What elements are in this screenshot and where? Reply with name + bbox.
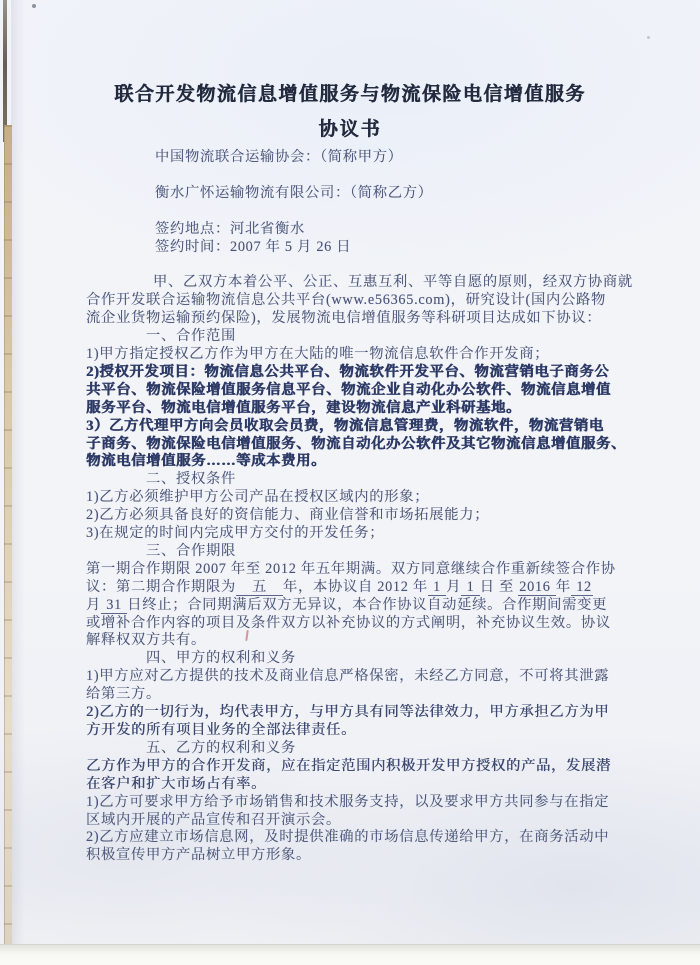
body-line: 月 31 日终止；合同期满后双方无异议，本合作协议自动延续。合作期间需变更 <box>86 596 608 613</box>
blank-line <box>86 256 652 274</box>
body-line: 2)乙方的一切行为，均代表甲方，与甲方具有同等法律效力，甲方承担乙方为甲 <box>86 704 610 721</box>
section-heading: 一、合作范围 <box>146 328 236 345</box>
body-line: 方开发的所有项目业务的全部法律责任。 <box>86 722 356 738</box>
body-line: 物流电信增值服务……等成本费用。 <box>86 453 326 470</box>
scan-speck <box>647 36 650 39</box>
body-line: 乙方作为甲方的合作开发商，应在指定范围内积极开发甲方授权的产品，发展潜 <box>86 757 611 774</box>
intro-line: 流企业货物运输预约保险)，发展物流电信增值服务等科研项目达成如下协议： <box>86 310 602 327</box>
body-line: 议：第二期合作期限为 五 年，本协议自 2012 年 1 月 1 日 至 2016 年 12 <box>86 578 592 595</box>
body-line: 或增补合作内容的项目及条件双方以补充协议的方式阐明，补充协议生效。协议 <box>86 614 611 631</box>
sign-place-line: 签约地点：河北省衡水 <box>155 220 305 237</box>
filled-in-value: 31 <box>102 596 127 613</box>
party-b-line: 衡水广怀运输物流有限公司：（简称乙方） <box>155 184 433 201</box>
filled-in-value: 1 <box>462 578 479 595</box>
body-line: 服务平台、物流电信增值服务平台，建设物流信息产业科研基地。 <box>86 399 521 416</box>
intro-line: 合作开发联合运输物流信息公共平台(www.e56365.com)，研究设计(国内公路物 <box>86 292 606 309</box>
document-subtitle: 协议书 <box>318 119 382 140</box>
body-line: 1)乙方可要求甲方给予市场销售和技术服务支持，以及要求甲方共同参与在指定 <box>86 793 610 810</box>
body-line: 给第三方。 <box>86 686 161 703</box>
body-line: 区域内开展的产品宣传和召开演示会。 <box>86 811 341 828</box>
body-line: 3)在规定的时间内完成甲方交付的开发任务； <box>86 525 385 542</box>
blank-line <box>86 203 652 221</box>
scan-speck <box>32 4 36 8</box>
body-line: 共平台、物流保险增值服务信息平台、物流企业自动化办公软件、物流信息增值 <box>86 381 611 398</box>
section-heading: 五、乙方的权利和义务 <box>146 739 296 756</box>
body-line: 1)甲方应对乙方提供的技术及商业信息严格保密，未经乙方同意，不可将其泄露 <box>86 668 610 685</box>
section-heading: 四、甲方的权利和义务 <box>146 650 296 667</box>
body-line: 2)授权开发项目：物流信息公共平台、物流软件开发平台、物流营销电子商务公 <box>86 363 610 380</box>
body-line: 第一期合作期限 2007 年至 2012 年五年期满。双方同意继续合作重新续签合作协 <box>86 560 616 577</box>
document-title: 联合开发物流信息增值服务与物流保险电信增值服务 <box>114 84 586 105</box>
body-line: 1)甲方指定授权乙方作为甲方在大陆的唯一物流信息软件合作开发商； <box>86 345 550 362</box>
blank-line <box>86 167 652 185</box>
section-heading: 二、授权条件 <box>146 471 236 488</box>
body-line: 解释权双方共有。 <box>86 632 206 649</box>
body-line: 在客户和扩大市场占有率。 <box>86 775 266 792</box>
scanner-bed-strip <box>0 944 700 965</box>
section-heading: 三、合作期限 <box>146 542 236 559</box>
filled-in-value: 五 <box>236 578 282 595</box>
agreement-body <box>86 149 652 865</box>
binding-edge <box>4 125 12 947</box>
body-line: 3）乙方代理甲方向会员收取会员费，物流信息管理费，物流软件，物流营销电 <box>86 417 604 434</box>
intro-line: 甲、乙双方本着公平、公正、互惠互利、平等自愿的原则，经双方协商就 <box>153 274 633 291</box>
body-line: 1)乙方必须维护甲方公司产品在授权区域内的形象； <box>86 489 430 506</box>
body-line: 2)乙方必须具备良好的资信能力、商业信誉和市场拓展能力； <box>86 507 490 524</box>
body-line: 积极宣传甲方产品树立甲方形象。 <box>86 847 311 864</box>
filled-in-value: 2016 <box>519 578 555 595</box>
paper-left-shadow <box>11 0 25 944</box>
filled-in-value: 12 <box>571 578 592 595</box>
body-line: 子商务、物流保险电信增值服务、物流自动化办公软件及其它物流信息增值服务、 <box>86 435 626 452</box>
filled-in-value: 1 <box>428 578 446 595</box>
body-line: 2)乙方应建立市场信息网，及时提供准确的市场信息传递给甲方，在商务活动中 <box>86 829 610 846</box>
sign-date-line: 签约时间：2007 年 5 月 26 日 <box>155 238 352 255</box>
party-a-line: 中国物流联合运输协会：（简称甲方） <box>155 149 403 165</box>
